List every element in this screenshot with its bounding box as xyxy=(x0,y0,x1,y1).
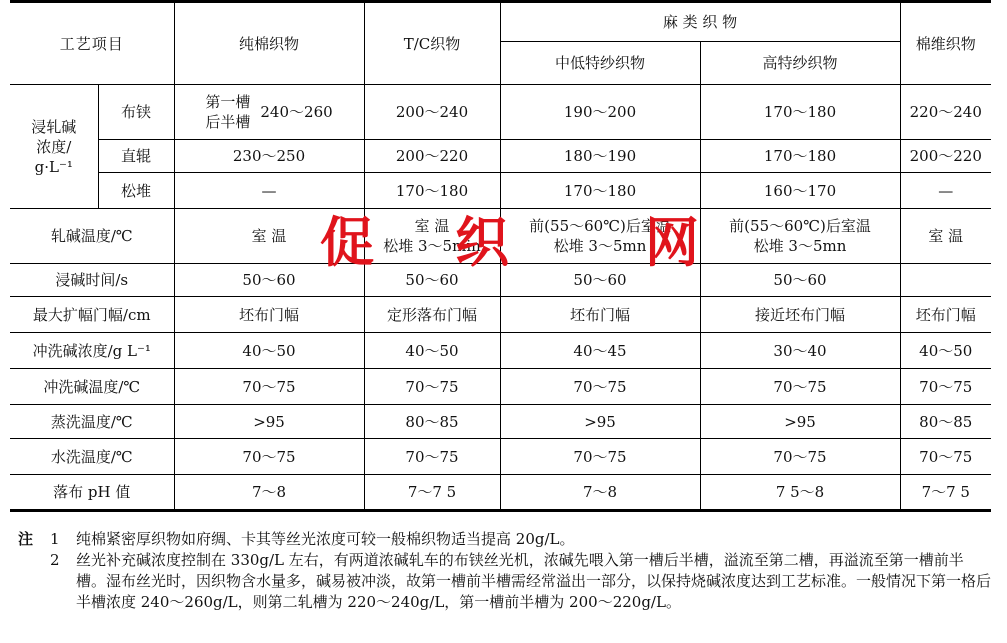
note-number: 2 xyxy=(50,551,60,569)
dip-cotton-cell: 230～250 xyxy=(174,140,364,173)
table-row xyxy=(10,85,991,140)
watermark-char: 促 xyxy=(320,210,374,274)
notes-section xyxy=(18,529,993,613)
dip-viscose-cell: 220～240 xyxy=(900,85,991,140)
hemp-high-cell: 前(55～60℃)后室温 松堆 3～5mn xyxy=(700,209,900,264)
dip-sub-label: 布铗 xyxy=(98,85,174,140)
row-label: 最大扩幅门幅/cm xyxy=(10,297,174,333)
header-hemp: 麻 类 织 物 xyxy=(500,2,900,42)
dip-group-label: 浸轧碱 浓度/ g·L⁻¹ xyxy=(10,85,98,209)
table-row xyxy=(10,297,991,333)
tc-cell: 定形落布门幅 xyxy=(364,297,500,333)
dip-cotton-cell: 第一槽 后半槽 240～260 xyxy=(174,85,364,140)
dip-viscose-cell: 200～220 xyxy=(900,140,991,173)
header-hemp-high: 高特纱织物 xyxy=(700,42,900,85)
watermark-char: 网 xyxy=(645,210,699,274)
tc-cell: 70～75 xyxy=(364,439,500,475)
hemp-high-cell: 7 5～8 xyxy=(700,475,900,511)
header-cotton: 纯棉织物 xyxy=(174,2,364,85)
viscose-cell: 40～50 xyxy=(900,333,991,369)
row-label: 水洗温度/℃ xyxy=(10,439,174,475)
table-row xyxy=(10,405,991,439)
cotton-cell: 坯布门幅 xyxy=(174,297,364,333)
hemp-low-cell: 7～8 xyxy=(500,475,700,511)
table-row xyxy=(10,173,991,209)
cotton-cell: 70～75 xyxy=(174,369,364,405)
tc-cell: 室 温 松堆 3～5min xyxy=(364,209,500,264)
cotton-cell: >95 xyxy=(174,405,364,439)
table-row xyxy=(10,209,991,264)
hemp-low-cell: 前(55～60℃)后室温 松堆 3～5mn xyxy=(500,209,700,264)
cotton-cell: 40～50 xyxy=(174,333,364,369)
process-parameter-table xyxy=(10,0,991,512)
viscose-cell: 80～85 xyxy=(900,405,991,439)
dip-tc-cell: 200～240 xyxy=(364,85,500,140)
dip-hemp-low-cell: 180～190 xyxy=(500,140,700,173)
header-hemp-low: 中低特纱织物 xyxy=(500,42,700,85)
hemp-high-cell: >95 xyxy=(700,405,900,439)
viscose-cell: 坯布门幅 xyxy=(900,297,991,333)
dip-cotton-cell: — xyxy=(174,173,364,209)
cotton-cell: 50～60 xyxy=(174,264,364,297)
dip-tc-cell: 200～220 xyxy=(364,140,500,173)
hemp-low-cell: 40～45 xyxy=(500,333,700,369)
dip-sub-label: 松堆 xyxy=(98,173,174,209)
header-tc: T/C织物 xyxy=(364,2,500,85)
dip-hemp-low-cell: 190～200 xyxy=(500,85,700,140)
dip-viscose-cell: — xyxy=(900,173,991,209)
header-viscose: 棉维织物 xyxy=(900,2,991,85)
viscose-cell: 70～75 xyxy=(900,439,991,475)
hemp-low-cell: 坯布门幅 xyxy=(500,297,700,333)
tc-cell: 7～7 5 xyxy=(364,475,500,511)
hemp-low-cell: 70～75 xyxy=(500,439,700,475)
dip-hemp-high-cell: 170～180 xyxy=(700,140,900,173)
tc-cell: 40～50 xyxy=(364,333,500,369)
row-label: 蒸洗温度/℃ xyxy=(10,405,174,439)
note-number: 1 xyxy=(50,530,60,548)
header-item: 工艺项目 xyxy=(10,2,174,85)
hemp-high-cell: 50～60 xyxy=(700,264,900,297)
cotton-cell: 室 温 xyxy=(174,209,364,264)
dip-hemp-low-cell: 170～180 xyxy=(500,173,700,209)
row-label: 冲洗碱温度/℃ xyxy=(10,369,174,405)
dip-tc-cell: 170～180 xyxy=(364,173,500,209)
dip-hemp-high-cell: 170～180 xyxy=(700,85,900,140)
notes-tag: 注 xyxy=(18,530,34,548)
hemp-high-cell: 接近坯布门幅 xyxy=(700,297,900,333)
dip-sub-label: 直辊 xyxy=(98,140,174,173)
viscose-cell: 室 温 xyxy=(900,209,991,264)
note-text: 丝光补充碱浓度控制在 330g/L 左右，有两道浓碱轧车的布铗丝光机，浓碱先喂入第一槽后半槽，溢流至第二槽，再溢流至第一槽前半槽。湿布丝光时，因织物含水量多，碱易被冲淡，故第一槽前半槽需经常溢出一部分，以保持烧碱浓度达到工艺标准。一般情况下第一格后半槽浓度 240～260g/L，则第二轧槽为 220～240g/L，第一槽前半槽为 200～220g/L。 xyxy=(76,551,992,611)
table-row xyxy=(10,439,991,475)
hemp-low-cell: 50～60 xyxy=(500,264,700,297)
cotton-cell: 70～75 xyxy=(174,439,364,475)
table-row xyxy=(10,475,991,511)
viscose-cell: 7～7 5 xyxy=(900,475,991,511)
hemp-high-cell: 70～75 xyxy=(700,369,900,405)
row-label: 浸碱时间/s xyxy=(10,264,174,297)
hemp-high-cell: 70～75 xyxy=(700,439,900,475)
viscose-cell xyxy=(900,264,991,297)
note-item xyxy=(18,550,993,613)
row-label: 轧碱温度/℃ xyxy=(10,209,174,264)
hemp-low-cell: >95 xyxy=(500,405,700,439)
tc-cell: 70～75 xyxy=(364,369,500,405)
viscose-cell: 70～75 xyxy=(900,369,991,405)
row-label: 落布 pH 值 xyxy=(10,475,174,511)
process-table-wrapper xyxy=(10,0,991,512)
hemp-low-cell: 70～75 xyxy=(500,369,700,405)
hemp-high-cell: 30～40 xyxy=(700,333,900,369)
table-row xyxy=(10,140,991,173)
row-label: 冲洗碱浓度/g L⁻¹ xyxy=(10,333,174,369)
watermark-char: 织 xyxy=(455,210,509,274)
cotton-cell: 7～8 xyxy=(174,475,364,511)
table-row xyxy=(10,264,991,297)
note-text: 纯棉紧密厚织物如府绸、卡其等丝光浓度可较一般棉织物适当提高 20g/L。 xyxy=(76,530,575,548)
table-row xyxy=(10,369,991,405)
table-row xyxy=(10,333,991,369)
tc-cell: 50～60 xyxy=(364,264,500,297)
tc-cell: 80～85 xyxy=(364,405,500,439)
note-item xyxy=(18,529,993,550)
dip-hemp-high-cell: 160～170 xyxy=(700,173,900,209)
